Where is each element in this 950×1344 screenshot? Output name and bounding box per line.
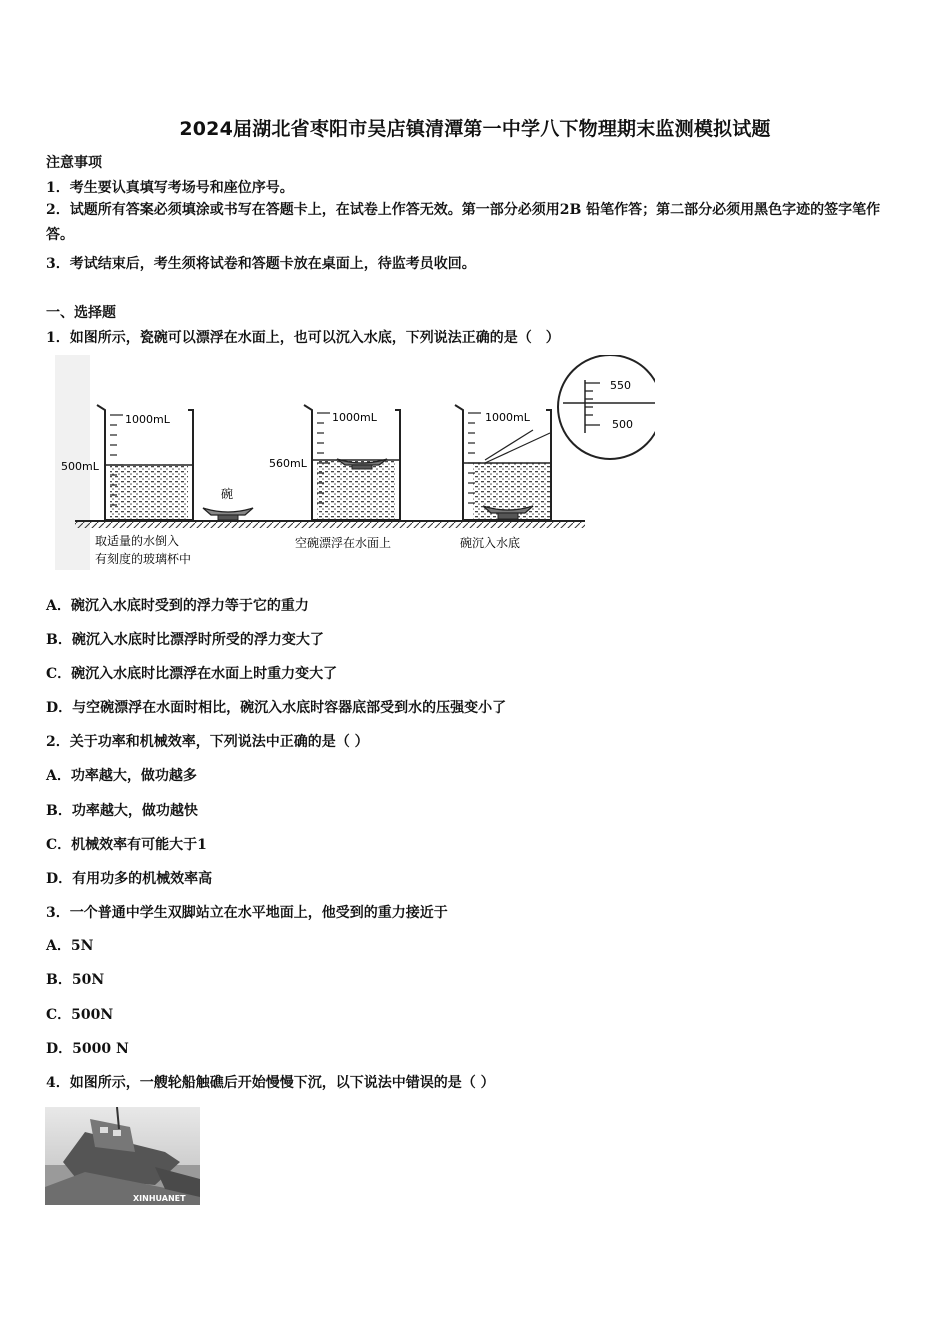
cup2-top-label: 1000mL bbox=[332, 411, 377, 424]
zoom-lower-label: 500 bbox=[612, 418, 633, 431]
option: D．有用功多的机械效率高 bbox=[46, 871, 213, 887]
notice-item: 2．试题所有答案必须填涂或书写在答题卡上，在试卷上作答无效。第一部分必须用2B 铅笔作答；第二部分必须用黑色字迹的签字笔作答。 bbox=[46, 202, 881, 243]
question-stem: 1．如图所示，瓷碗可以漂浮在水面上，也可以沉入水底，下列说法正确的是（ ） bbox=[46, 330, 560, 346]
question-stem: 2．关于功率和机械效率，下列说法中正确的是（ ） bbox=[46, 734, 369, 750]
beaker-2 bbox=[269, 405, 400, 520]
cup1-caption: 取适量的水倒入 bbox=[95, 534, 180, 548]
cup3-caption: 碗沉入水底 bbox=[460, 536, 521, 550]
option: A．5N bbox=[46, 938, 94, 954]
bowl-label: 碗 bbox=[221, 487, 234, 501]
cup1-top-label: 1000mL bbox=[125, 413, 170, 426]
cup1-caption: 有刻度的玻璃杯中 bbox=[95, 552, 192, 566]
notice-heading: 注意事项 bbox=[46, 155, 102, 171]
option: C．500N bbox=[46, 1007, 114, 1023]
option: C．碗沉入水底时比漂浮在水面上时重力变大了 bbox=[46, 666, 338, 682]
option: B．功率越大，做功越快 bbox=[46, 803, 198, 819]
option: B．50N bbox=[46, 972, 105, 988]
option: D．5000 N bbox=[46, 1041, 129, 1057]
beaker-3 bbox=[455, 405, 551, 520]
option: A．碗沉入水底时受到的浮力等于它的重力 bbox=[46, 598, 309, 614]
cup1-level-label: 500mL bbox=[61, 460, 99, 473]
cup2-caption: 空碗漂浮在水面上 bbox=[295, 536, 392, 550]
option: D．与空碗漂浮在水面时相比，碗沉入水底时容器底部受到水的压强变小了 bbox=[46, 700, 507, 716]
option: A．功率越大，做功越多 bbox=[46, 768, 197, 784]
bowl-1 bbox=[203, 486, 253, 520]
notice-item: 1．考生要认真填写考场号和座位序号。 bbox=[46, 180, 294, 196]
photo-watermark: XINHUANET bbox=[133, 1194, 186, 1203]
notice-item: 3．考试结束后，考生须将试卷和答题卡放在桌面上，待监考员收回。 bbox=[46, 256, 476, 272]
sinking-ship-photo bbox=[45, 1107, 200, 1205]
page-title: 2024届湖北省枣阳市吴店镇清潭第一中学八下物理期末监测模拟试题 bbox=[179, 118, 771, 140]
option: C．机械效率有可能大于1 bbox=[46, 837, 207, 853]
question-stem: 3．一个普通中学生双脚站立在水平地面上，他受到的重力接近于 bbox=[46, 905, 448, 921]
cup3-top-label: 1000mL bbox=[485, 411, 530, 424]
cup2-level-label: 560mL bbox=[269, 457, 307, 470]
section-heading: 一、选择题 bbox=[46, 305, 116, 321]
option: B．碗沉入水底时比漂浮时所受的浮力变大了 bbox=[46, 632, 324, 648]
zoom-upper-label: 550 bbox=[610, 379, 631, 392]
scale-zoom-callout bbox=[558, 355, 655, 459]
question-stem: 4．如图所示，一艘轮船触礁后开始慢慢下沉，以下说法中错误的是（ ） bbox=[46, 1075, 495, 1091]
ground bbox=[75, 521, 585, 528]
beaker-figure bbox=[55, 355, 655, 570]
